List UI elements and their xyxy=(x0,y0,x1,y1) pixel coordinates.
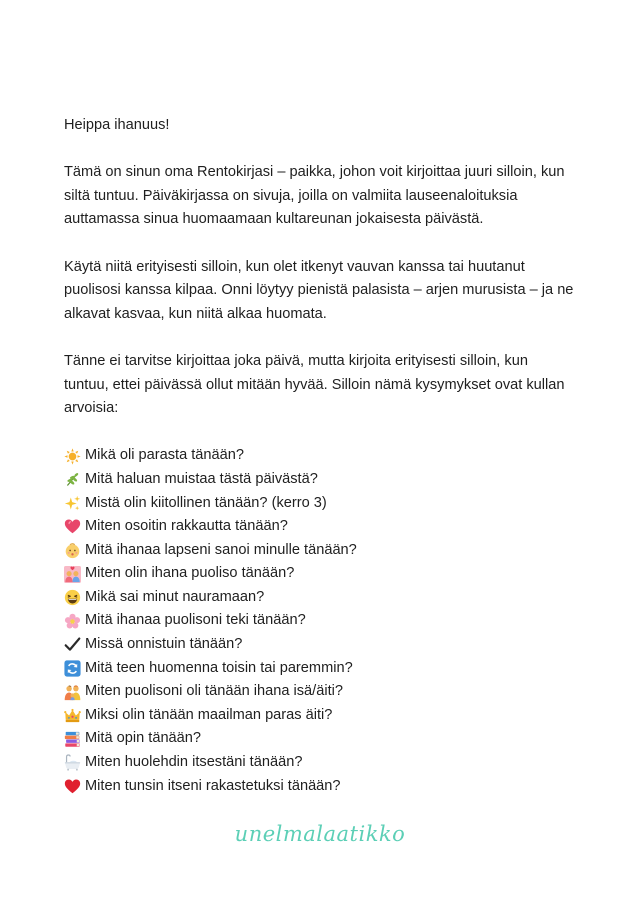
question-text: Mitä teen huomenna toisin tai paremmin? xyxy=(85,659,353,676)
question-text: Mikä oli parasta tänään? xyxy=(85,447,245,464)
question-text: Mitä ihanaa lapseni sanoi minulle tänään? xyxy=(85,541,357,558)
sun-icon xyxy=(64,448,81,465)
question-item xyxy=(64,539,576,563)
question-text: Miten tunsin itseni rakastetuksi tänään? xyxy=(85,777,341,794)
intro-paragraph: Tämä on sinun oma Rentokirjasi – paikka, johon voit kirjoittaa juuri silloin, kun siltä tuntuu. Päiväkirjassa on sivuja, joilla on valmiita lauseenaloituksia auttamassa sinua huomaamaan kultareunan jokaisesta päivästä. xyxy=(64,164,565,228)
laughing-face-icon xyxy=(64,589,81,606)
question-text: Miten huolehdin itsestäni tänään? xyxy=(85,754,303,771)
question-text: Mitä opin tänään? xyxy=(85,730,202,747)
bathtub-icon xyxy=(64,754,81,771)
question-text: Mistä olin kiitollinen tänään? (kerro 3) xyxy=(85,494,327,511)
books-icon xyxy=(64,731,81,748)
question-item xyxy=(64,680,576,704)
crown-icon xyxy=(64,707,81,724)
greeting: Heippa ihanuus! xyxy=(64,117,170,133)
question-item xyxy=(64,492,576,516)
question-item xyxy=(64,468,576,492)
sparkles-icon xyxy=(64,495,81,512)
question-item xyxy=(64,515,576,539)
family-icon xyxy=(64,684,81,701)
question-text: Missä onnistuin tänään? xyxy=(85,636,243,653)
check-mark-icon xyxy=(64,636,81,653)
refresh-icon xyxy=(64,660,81,677)
question-text: Mikä sai minut nauramaan? xyxy=(85,588,265,605)
question-item xyxy=(64,609,576,633)
question-item xyxy=(64,775,576,799)
couple-heart-icon xyxy=(64,566,81,583)
red-heart-icon xyxy=(64,778,81,795)
encouragement-paragraph: Tänne ei tarvitse kirjoittaa joka päivä, mutta kirjoita erityisesti silloin, kun tuntuu, ettei päivässä ollut mitään hyvää. Silloin nämä kysymykset ovat kullan arvoisia: xyxy=(64,352,565,417)
question-item xyxy=(64,444,576,468)
brand-logo: unelmalaatikko xyxy=(234,822,406,846)
baby-face-icon xyxy=(64,542,81,559)
question-item xyxy=(64,586,576,610)
letter-body xyxy=(64,114,576,798)
question-text: Miten osoitin rakkautta tänään? xyxy=(85,518,288,535)
question-item xyxy=(64,727,576,751)
question-text: Miksi olin tänään maailman paras äiti? xyxy=(85,706,333,723)
question-text: Mitä ihanaa puolisoni teki tänään? xyxy=(85,612,306,629)
herb-icon xyxy=(64,471,81,488)
question-list xyxy=(64,444,576,798)
question-text: Miten puolisoni oli tänään ihana isä/äiti? xyxy=(85,683,343,700)
question-item xyxy=(64,562,576,586)
question-text: Miten olin ihana puoliso tänään? xyxy=(85,565,295,582)
question-item xyxy=(64,633,576,657)
question-item xyxy=(64,704,576,728)
question-item xyxy=(64,657,576,681)
question-text: Mitä haluan muistaa tästä päivästä? xyxy=(85,470,318,487)
blossom-icon xyxy=(64,613,81,630)
question-item xyxy=(64,751,576,775)
usage-paragraph: Käytä niitä erityisesti silloin, kun olet itkenyt vauvan kanssa tai huutanut puolisosi kanssa kilpaa. Onni löytyy pienistä palasista – arjen murusista – ja ne alkavat kasvaa, kun niitä alkaa huomata. xyxy=(64,258,574,322)
heart-pulse-icon xyxy=(64,518,81,535)
